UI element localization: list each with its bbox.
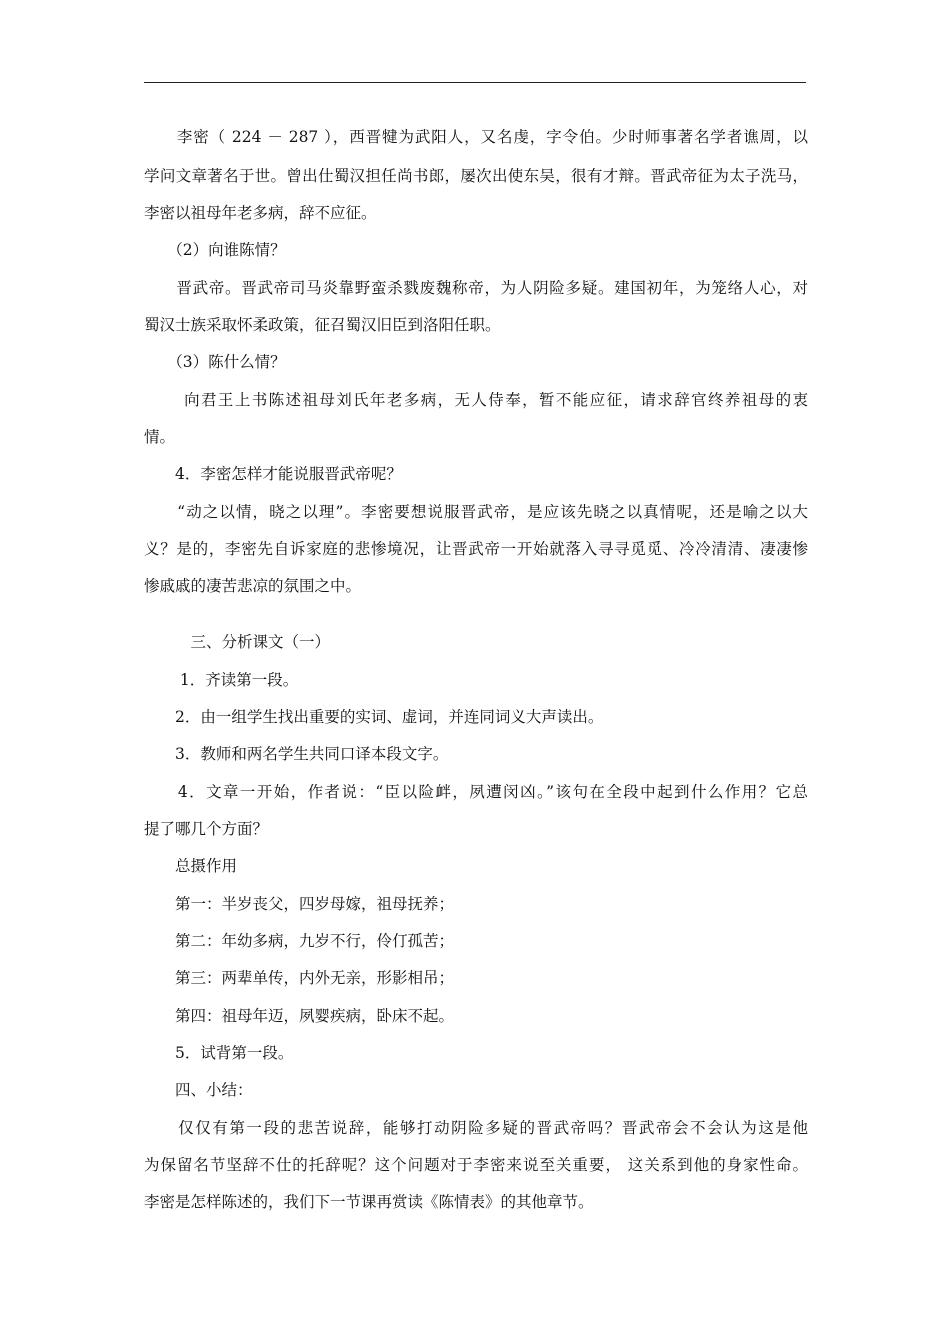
answer-first: 第一：半岁丧父，四岁母嫁，祖母抚养； [144, 895, 455, 913]
paragraph-emperor-line-1: 晋武帝。晋武帝司马炎靠野蛮杀戮废魏称帝，为人阴险多疑。建国初年，为笼络人心，对 [144, 279, 808, 297]
paragraph-feeling-line-2: 情。 [144, 428, 176, 446]
paragraph-persuade-line-3: 惨戚戚的凄苦悲凉的氛围之中。 [144, 577, 362, 595]
answer-fourth: 第四：祖母年迈，夙婴疾病，卧床不起。 [144, 1007, 455, 1025]
paragraph-persuade-line-2: 义？是的，李密先自诉家庭的悲惨境况，让晋武帝一开始就落入寻寻觅觅、冷冷清清、凄凄惨 [144, 540, 808, 558]
paragraph-author-line-3: 李密以祖母年老多病，辞不应征。 [144, 204, 377, 222]
answer-third: 第三：两辈单传，内外无亲，形影相吊； [144, 969, 455, 987]
paragraph-emperor-line-2: 蜀汉士族采取怀柔政策，征召蜀汉旧臣到洛阳任职。 [144, 316, 501, 334]
step-2: 2．由一组学生找出重要的实词、虚词，并连同词义大声读出。 [144, 708, 604, 726]
question-2: （2）向谁陈情？ [144, 241, 286, 259]
conclusion-line-2: 为保留名节坚辞不仕的托辞呢？这个问题对于李密来说至关重要， 这关系到他的身家性命。 [144, 1156, 808, 1174]
paragraph-persuade-line-1: “动之以情，晓之以理”。李密要想说服晋武帝，是应该先晓之以真情呢，还是喻之以大 [144, 503, 808, 521]
paragraph-feeling-line-1: 向君王上书陈述祖母刘氏年老多病，无人侍奉，暂不能应征，请求辞官终养祖母的衷 [144, 391, 808, 409]
step-5: 5．试背第一段。 [144, 1044, 294, 1062]
question-4: 4．李密怎样才能说服晋武帝呢？ [144, 465, 402, 483]
question-3: （3）陈什么情？ [144, 353, 286, 371]
paragraph-author-line-2: 学问文章著名于世。曾出仕蜀汉担任尚书郎，屡次出使东吴，很有才辩。晋武帝征为太子洗马， [144, 167, 808, 185]
section-heading-4: 四、小结： [144, 1081, 253, 1099]
paragraph-author-line-1: 李密（ 224 － 287 ），西晋犍为武阳人，又名虔，字令伯。少时师事著名学者谯周，以 [144, 128, 808, 146]
answer-second: 第二：年幼多病，九岁不行，伶仃孤苦； [144, 932, 455, 950]
section-heading-3: 三、分析课文（一） [144, 633, 331, 651]
step-1: 1．齐读第一段。 [144, 671, 299, 689]
conclusion-line-3: 李密是怎样陈述的，我们下一节课再赏读《陈情表》的其他章节。 [144, 1193, 594, 1211]
answer-summary: 总摄作用 [144, 857, 238, 875]
conclusion-line-1: 仅仅有第一段的悲苦说辞，能够打动阴险多疑的晋武帝吗？晋武帝会不会认为这是他 [144, 1119, 808, 1137]
step-4-line-1: 4．文章一开始，作者说：“臣以险衅，夙遭闵凶。”该句在全段中起到什么作用？它总 [144, 783, 808, 801]
header-rule [144, 82, 806, 83]
step-3: 3．教师和两名学生共同口译本段文字。 [144, 745, 449, 763]
step-4-line-2: 提了哪几个方面？ [144, 820, 269, 838]
